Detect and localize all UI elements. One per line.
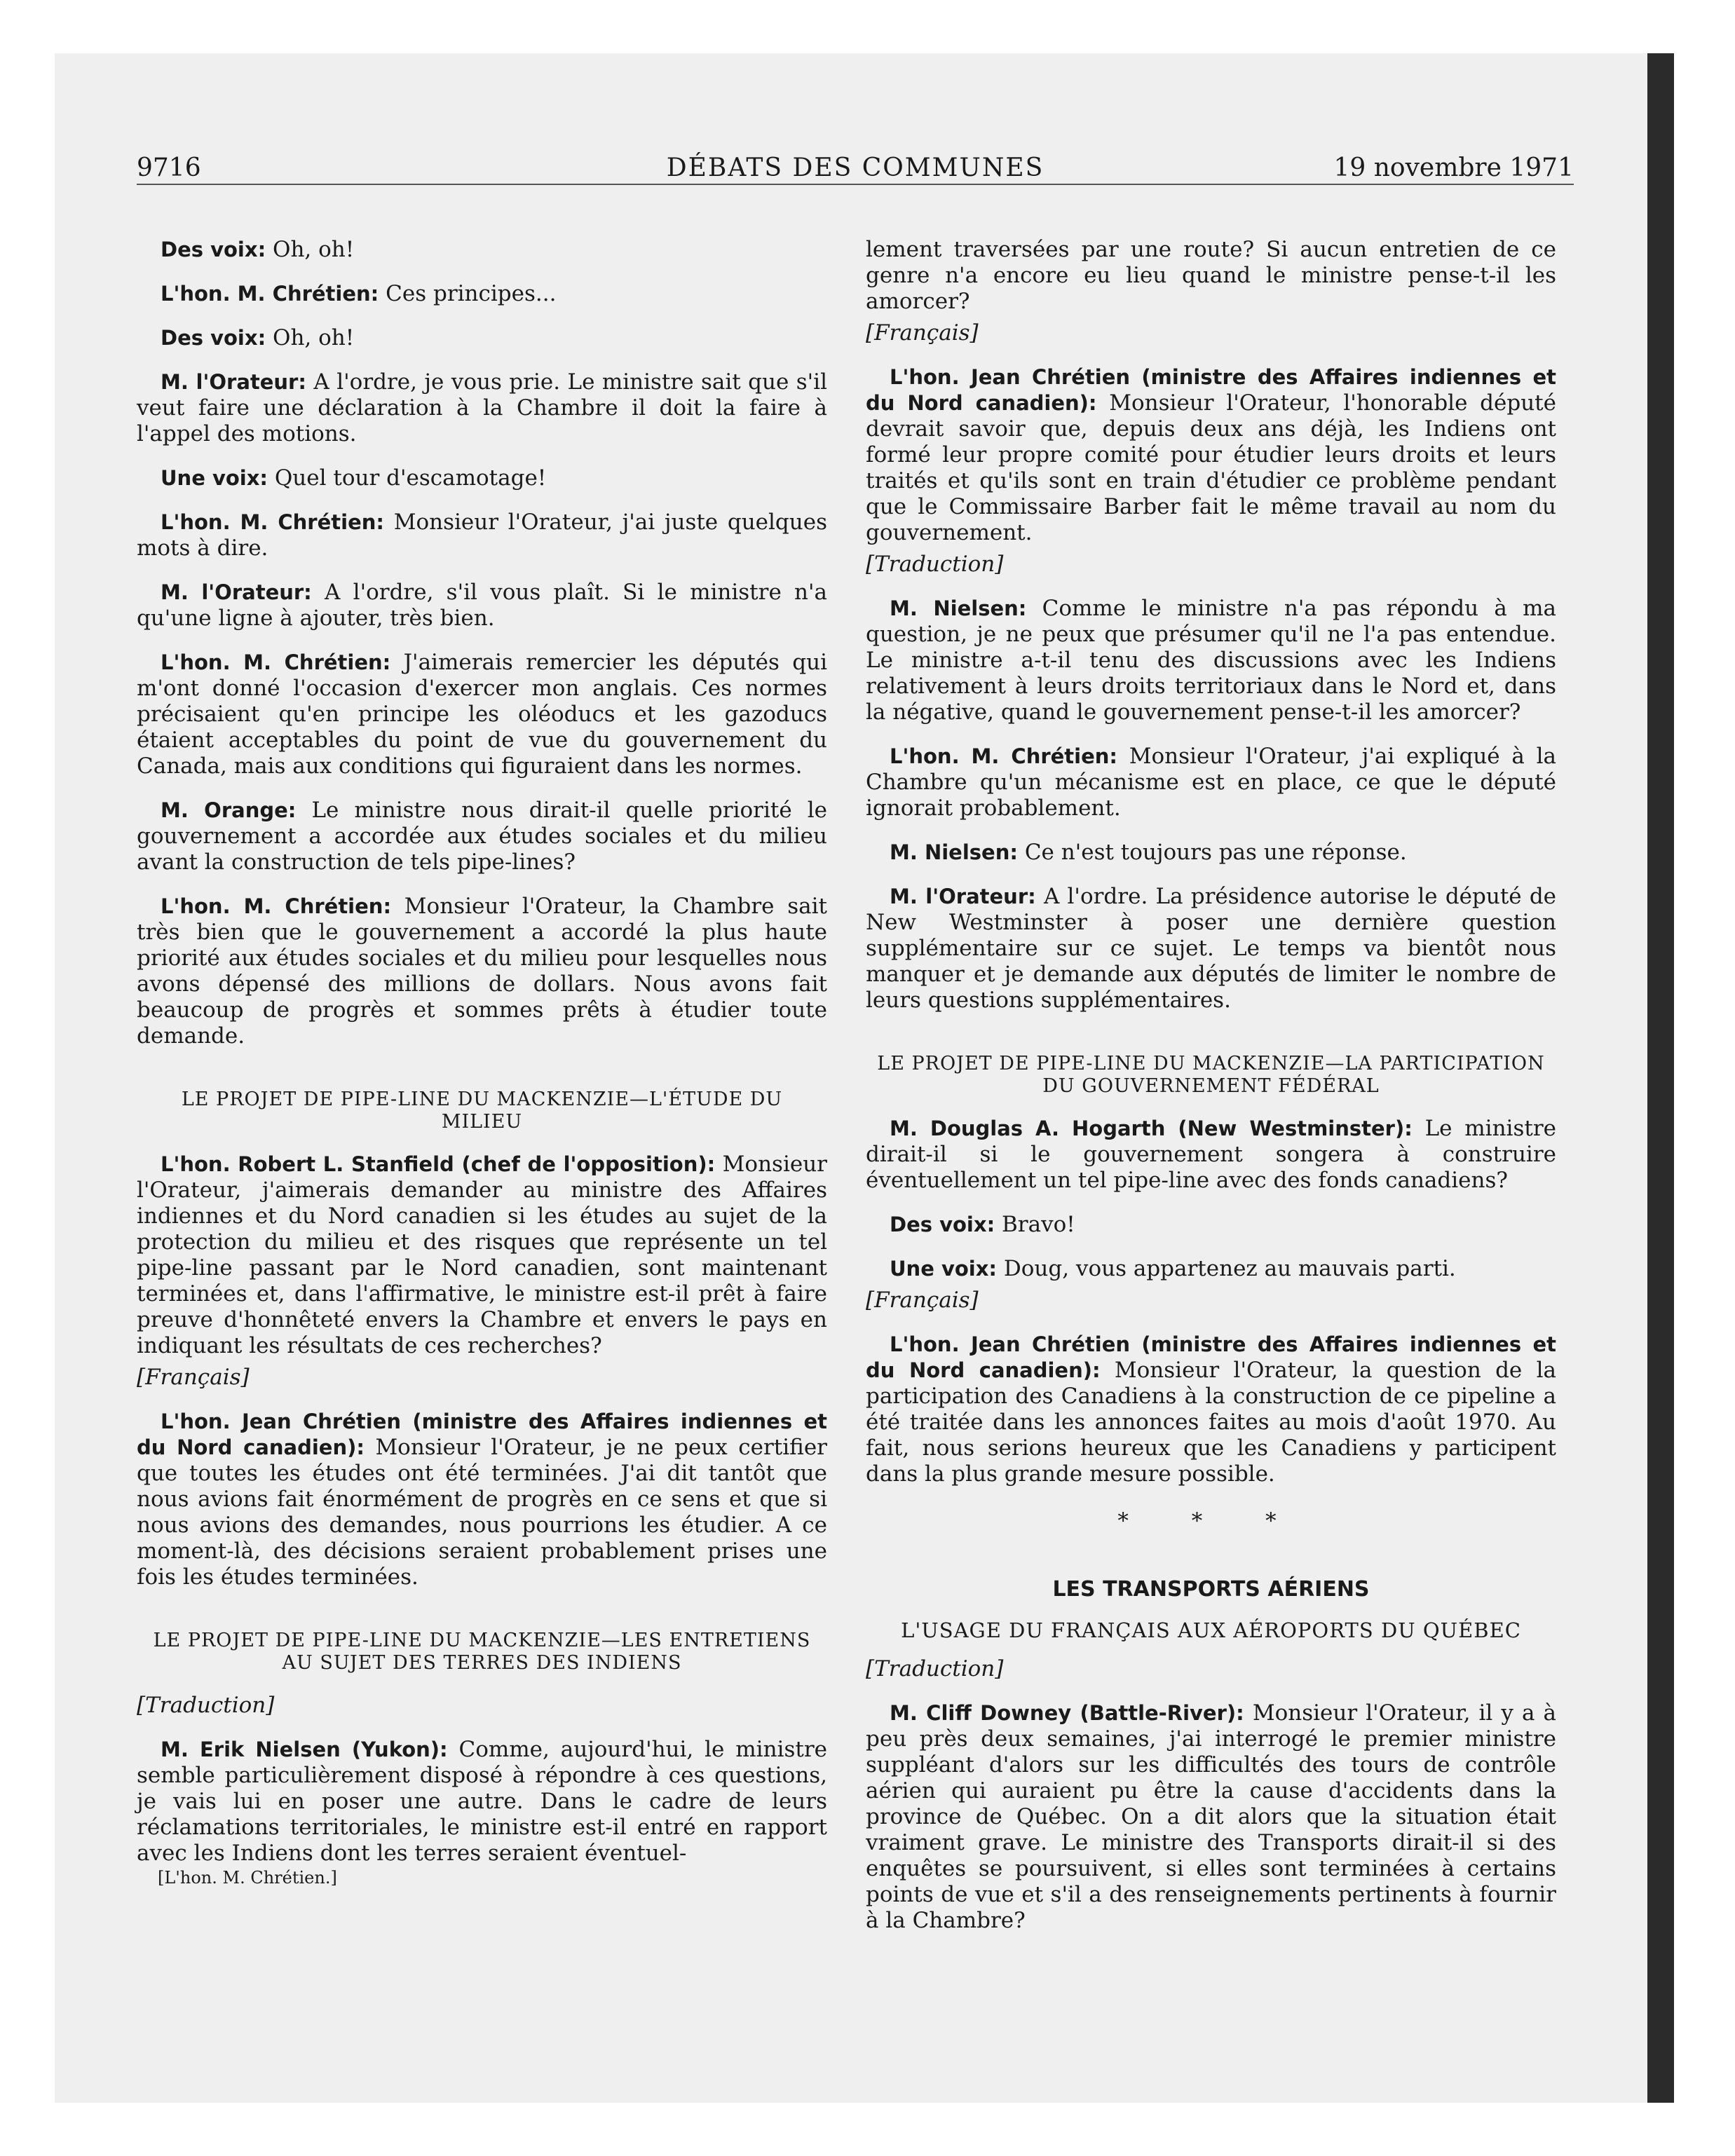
speech-text: Monsieur l'Orateur, l'honorable député devrait savoir que, depuis deux ans déjà, les Indiens ont formé leur propre comité pour étudier leurs droits et leurs traités et qu'ils sont en train d'étudier ce problème pendant que le Commissaire Barber fait le même travail au nom du gouvernement. [866, 390, 1556, 545]
speech-paragraph [137, 1737, 827, 1867]
speech-paragraph [866, 1212, 1556, 1238]
speech-text: Comme le ministre n'a pas répondu à ma question, je ne peux que présumer qu'il ne l'a pas entendue. Le ministre a-t-il tenu des discussions avec les Indiens relativement à leurs droits territoriaux dans le Nord et, dans la négative, quand le gouvernement pense-t-il les amorcer? [866, 596, 1556, 725]
speech-paragraph [866, 596, 1556, 725]
speech-text: Oh, oh! [273, 237, 355, 262]
speech-paragraph [137, 798, 827, 875]
speaker-name: M. l'Orateur: [161, 580, 312, 604]
speech-paragraph [137, 510, 827, 561]
speech-paragraph [866, 744, 1556, 821]
speech-paragraph [137, 650, 827, 779]
publication-title: DÉBATS DES COMMUNES [666, 153, 1045, 182]
speaker-name: Une voix: [890, 1257, 998, 1281]
binding-edge-strip [1647, 53, 1674, 2103]
language-tag: [Français] [137, 1365, 250, 1390]
speaker-name: M. Erik Nielsen (Yukon): [161, 1738, 448, 1761]
speech-text: Ces principes... [386, 281, 557, 306]
speech-paragraph [137, 281, 827, 307]
speaker-name: Des voix: [161, 238, 266, 261]
speech-paragraph [866, 884, 1556, 1014]
speech-text: Ce n'est toujours pas une réponse. [1024, 840, 1407, 865]
speech-paragraph [866, 1256, 1556, 1282]
speaker-name: L'hon. Robert L. Stanfield (chef de l'opposition): [161, 1152, 716, 1176]
speech-text: Monsieur l'Orateur, je ne peux certifier que toutes les études ont été terminées. J'ai dit tantôt que nous avions fait énormément de progrès en ce sens et que si nous avions des demandes, nous pourrions les étudier. A ce moment-là, des décisions seraient probablement prises une fois les études terminées. [137, 1435, 827, 1590]
language-tag: [Français] [866, 320, 979, 346]
speaker-name: L'hon. M. Chrétien: [890, 744, 1118, 768]
speaker-name: L'hon. Jean Chrétien (ministre des Affaires indiennes et du Nord canadien): [137, 1410, 827, 1459]
page-footnote: [L'hon. M. Chrétien.] [158, 1868, 337, 1888]
speech-text: Bravo! [1002, 1212, 1075, 1237]
section-title: LES TRANSPORTS AÉRIENS [1052, 1577, 1370, 1602]
speech-text: Doug, vous appartenez au mauvais parti. [1003, 1256, 1456, 1281]
speech-text: Monsieur l'Orateur, la Chambre sait très bien que le gouvernement a accordé la plus haute priorité aux études sociales et du milieu pour lesquelles nous avons dépensé des millions de dollars. Nous avons fait beaucoup de progrès et sommes prêts à étudier toute demande. [137, 894, 827, 1049]
speech-text: Le ministre nous dirait-il quelle priorité le gouvernement a accordée aux études sociales et du milieu avant la construction de tels pipe-lines? [137, 798, 828, 875]
speaker-name: L'hon. Jean Chrétien (ministre des Affaires indiennes et du Nord canadien): [866, 365, 1556, 415]
language-tag: [Français] [866, 1288, 979, 1313]
speaker-name: M. l'Orateur: [161, 370, 306, 394]
speech-text: A l'ordre, s'il vous plaît. Si le ministre n'a qu'une ligne à ajouter, très bien. [137, 580, 827, 631]
speech-text: Monsieur l'Orateur, j'ai juste quelques mots à dire. [137, 510, 827, 561]
header-rule [137, 184, 1574, 185]
left-column [137, 237, 827, 1891]
speech-paragraph [866, 364, 1556, 546]
speaker-name: M. Nielsen: [890, 596, 1027, 620]
section-subheading: L'USAGE DU FRANÇAIS AUX AÉROPORTS DU QUÉBEC [901, 1618, 1521, 1642]
speech-text: J'aimerais remercier les députés qui m'ont donné l'occasion d'exercer mon anglais. Ces normes précisaient qu'en principe les oléoducs et les gazoducs étaient acceptables du point de vue du gouvernement du Canada, mais aux conditions qui figuraient dans les normes. [137, 650, 827, 779]
speaker-name: M. Cliff Downey (Battle-River): [890, 1701, 1244, 1725]
speaker-name: L'hon. M. Chrétien: [161, 510, 384, 534]
speaker-name: M. l'Orateur: [890, 885, 1036, 908]
speaker-name: L'hon. M. Chrétien: [161, 894, 392, 918]
speech-text: Monsieur l'Orateur, j'ai expliqué à la Chambre qu'un mécanisme est en place, ce que le député ignorait probablement. [866, 744, 1556, 821]
right-column [866, 237, 1556, 1952]
speech-paragraph [866, 1116, 1556, 1194]
speaker-name: Des voix: [161, 326, 266, 350]
speaker-name: M. Douglas A. Hogarth (New Westminster): [890, 1117, 1413, 1140]
speech-text: A l'ordre, je vous prie. Le ministre sait que s'il veut faire une déclaration à la Chambre il doit la faire à l'appel des motions. [137, 369, 828, 446]
section-subheading: LE PROJET DE PIPE-LINE DU MACKENZIE—LES ENTRETIENS AU SUJET DES TERRES DES INDIENS [153, 1630, 811, 1674]
language-tag: [Traduction] [866, 1656, 1004, 1681]
speech-text: Comme, aujourd'hui, le ministre semble particulièrement disposé à répondre à ces questions, je vais lui en poser une autre. Dans le cadre de leurs réclamations territoriales, le ministre est-il entré en rapport avec les Indiens dont les terres seraient éventuel- [137, 1737, 827, 1866]
speech-paragraph [137, 580, 827, 632]
continued-paragraph: lement traversées par une route? Si aucun entretien de ce genre n'a encore eu lieu quand le ministre pense-t-il les amorcer? [866, 237, 1556, 314]
speech-paragraph [866, 840, 1556, 866]
language-tag: [Traduction] [137, 1693, 275, 1718]
speech-text: Le ministre dirait-il si le gouvernement songera à construire éventuellement un tel pipe-line avec des fonds canadiens? [866, 1116, 1556, 1193]
page-header [137, 151, 1574, 186]
speaker-name: L'hon. M. Chrétien: [161, 282, 379, 306]
language-tag: [Traduction] [866, 552, 1004, 577]
speech-paragraph [137, 325, 827, 351]
section-subheading: LE PROJET DE PIPE-LINE DU MACKENZIE—LA PARTICIPATION DU GOUVERNEMENT FÉDÉRAL [877, 1053, 1545, 1097]
speech-paragraph [137, 1152, 827, 1359]
speaker-name: L'hon. Jean Chrétien (ministre des Affaires indiennes et du Nord canadien): [866, 1332, 1556, 1382]
publication-date: 19 novembre 1971 [1333, 153, 1574, 182]
speech-text: Quel tour d'escamotage! [274, 465, 547, 491]
section-subheading: LE PROJET DE PIPE-LINE DU MACKENZIE—L'ÉTUDE DU MILIEU [181, 1089, 783, 1133]
speech-paragraph [866, 1332, 1556, 1487]
speaker-name: Des voix: [890, 1213, 995, 1236]
speaker-name: M. Nielsen: [890, 840, 1018, 864]
speech-paragraph [137, 369, 827, 447]
speech-paragraph [866, 1700, 1556, 1934]
speech-text: Monsieur l'Orateur, il y a à peu près deux semaines, j'ai interrogé le premier ministre suppléant d'alors sur les difficultés des tours de contrôle aérien qui auraient pu être la cause d'accidents dans la province de Québec. On a dit alors que la situation était vraiment grave. Le ministre des Transports dirait-il si des enquêtes se poursuivent, si elles sont terminées à certains points de vue et s'il a des renseignements pertinents à fournir à la Chambre? [866, 1700, 1556, 1933]
speech-paragraph [137, 1409, 827, 1590]
speech-text: Monsieur l'Orateur, j'aimerais demander au ministre des Affaires indiennes et du Nord canadien si les études au sujet de la protection du milieu et des risques que représente un tel pipe-line passant par le Nord canadien, sont maintenant terminées et, dans l'affirmative, le ministre est-il prêt à faire preuve d'honnêteté envers la Chambre et envers le pays en indiquant les résultats de ces recherches? [137, 1152, 827, 1358]
speaker-name: Une voix: [161, 466, 268, 490]
speech-paragraph [137, 465, 827, 491]
speaker-name: M. Orange: [161, 798, 297, 822]
speaker-name: L'hon. M. Chrétien: [161, 650, 391, 674]
speech-paragraph [137, 894, 827, 1049]
speech-text: Monsieur l'Orateur, la question de la participation des Canadiens à la construction de ce pipeline a été traitée dans les annonces faites au mois d'août 1970. Au fait, nous serions heureux que les Canadiens y participent dans la plus grande mesure possible. [866, 1358, 1556, 1487]
speech-paragraph [137, 237, 827, 263]
speech-text: Oh, oh! [273, 325, 355, 350]
section-separator-stars: * * * [1117, 1508, 1305, 1534]
speech-text: A l'ordre. La présidence autorise le député de New Westminster à poser une dernière question supplémentaire sur ce sujet. Le temps va bientôt nous manquer et je demande aux députés de limiter le nombre de leurs questions supplémentaires. [866, 884, 1557, 1013]
page-number: 9716 [137, 153, 201, 182]
